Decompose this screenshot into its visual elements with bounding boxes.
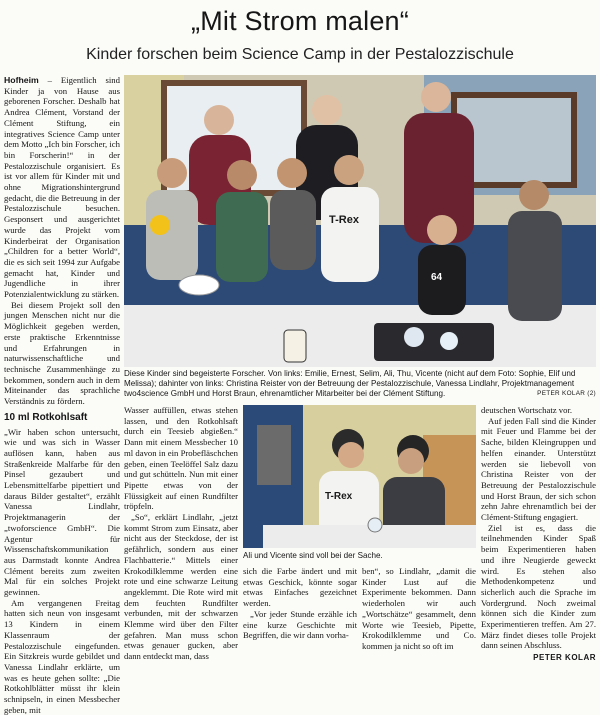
article-column-1 bbox=[4, 75, 120, 715]
photo-caption-top bbox=[124, 369, 596, 400]
column-2-paragraph-1: Wasser auffüllen, etwas stehen lassen, und den Rotkohlsaft durch ein Teesieb abgießen.“ Dann mit einem Messbecher 10 ml davon in ein Probefläschchen geben, einen Teelöffel Salz dazu und gut schütteln. Nun mit einer Pipette etwas von der Flüssigkeit auf einen Rundfilter tröpfeln. bbox=[124, 405, 238, 512]
group-photo bbox=[124, 75, 596, 367]
author-byline: PETER KOLAR bbox=[533, 653, 596, 663]
shirt-print-number: 64 bbox=[431, 272, 443, 283]
column-3-paragraph-3: Ziel ist es, dass die teilnehmenden Kinder Spaß beim Experimentieren haben und ihre Neugierde geweckt wird. Es stehen also Methodenkompetenz und sicherlich auch die Sprache im Vordergrund. Noch zweimal können sich die Kinder zum Experimentieren treffen. Am 27. März findet dieses tolle Projekt dann seinen Abschluss. bbox=[481, 522, 596, 651]
paragraph-2: Bei diesem Projekt soll den jungen Menschen nicht nur die Möglichkeit gegeben werden, erste praktische Erkenntnisse und Erfahrungen in naturwissenschaftliche und technische Zusammenhänge zu bekommen, sondern auch in dem Miteinander das sprachliche Verständnis zu fördern. bbox=[4, 299, 120, 407]
experiment-photo bbox=[243, 405, 476, 548]
intro-text: – Eigentlich sind Kinder ja von Hause aus geborenen Forscher. Deshalb hat Andrea Clément, Vorstand der Clément Stiftung, ein integratives Science Camp unter dem Motto „Ich bin Forscher, ich bin Forscherin!“ in der Pestalozzischule organisiert. Es ist vor allem für Kinder mit und ohne Migrationshintergrund gedacht, die die Betreuung in der Pestalozzischule besuchen. Gesponsert und ausgerichtet wurde das Projekt vom Kinderbeirat der Organisation „Children for a better World“, die es sich seit 1994 zur Aufgabe gemacht hat, Kinder und Jugendliche in ihrer Potenzialentwicklung zu stärken. bbox=[4, 75, 120, 300]
two-children-experiment-photo-icon bbox=[243, 405, 476, 548]
paragraph-4: Am vergangenen Freitag hatten sich neun von insgesamt 13 Kindern in einem Klassenraum der Pestalozzischule eingefunden. Ein Sitzkreis wurde gebildet und Vanessa Lindlahr erklärte, um was es heute gehen sollte: „Die Rotkohlblätter müsst ihr klein schnipseln, in einen Messbecher geben, mit bbox=[4, 597, 120, 715]
article-column-3b bbox=[362, 566, 476, 651]
column-2-paragraph-2: „So“, erklärt Lindlahr, „jetzt kommt Strom zum Einsatz, aber nicht aus der Steckdose, der ist gefährlich, sondern aus einer Flachbatterie.“ Mittels einer Krokodilklemme werden eine rote und eine schwarze Leitung angeklemmt. Die Rote wird mit dem feuchten Rundfilter verbunden, mit der schwarzen Klemme wird über den Filter gefahren. Man muss schon etwas genauer gucken, aber dann entdeckt man, dass bbox=[124, 512, 238, 662]
headline: „Mit Strom malen“ bbox=[191, 6, 409, 36]
photo-credit: PETER KOLAR (2) bbox=[537, 390, 596, 397]
subheadline: Kinder forschen beim Science Camp in der Pestalozzischule bbox=[86, 46, 514, 63]
section-subhead: 10 ml Rotkohlsaft bbox=[4, 411, 88, 423]
column-3-paragraph-2: Auf jeden Fall sind die Kinder mit Feuer und Flamme bei der Sache, bilden Kleingruppen und helfen einander. Unterstützt werden sie liebevoll von Christina Reister von der Betreuung der Pestalozzischule und Horst Braun, der sich schon zehn Jahre ehrenamtlich bei der Clément-Stiftung engagiert. bbox=[481, 415, 596, 523]
group-photo-icon bbox=[124, 75, 596, 367]
shirt-print-trex-bottom: T-Rex bbox=[325, 491, 353, 502]
article-column-2b bbox=[243, 566, 357, 645]
column-3-paragraph-1: deutschen Wortschatz vor. bbox=[481, 405, 573, 415]
shirt-print-trex: T-Rex bbox=[329, 214, 359, 226]
dateline: Hofheim bbox=[4, 75, 39, 85]
paragraph-3: „Wir haben schon untersucht, wie und was sich in Wasser auflösen kann, haben aus Straßenkreide Malfarbe für den Pinsel gezaubert und Lebensmittelfarbe pipettiert und daraus Bilder gestaltet“, erzählt Vanessa Lindlahr, Projektmanagerin der „twoforscience GmbH“. Die Agentur für Wissenschaftskommunikation aus Darmstadt konnte Andrea Clément bereits zum zweiten Mal für ein solches Projekt gewinnen. bbox=[4, 426, 120, 598]
article-column-2 bbox=[124, 405, 238, 662]
photo-caption-bottom: Ali und Vicente sind voll bei der Sache. bbox=[243, 551, 383, 560]
column-2b-paragraph-2: „Vor jeder Stunde erzähle ich eine kurze Geschichte mit Begriffen, die wir dann vorha- bbox=[243, 608, 357, 641]
column-2b-paragraph-1: sich die Farbe ändert und mit etwas Geschick, könnte sogar etwas Einfaches gezeichnet werden. bbox=[243, 566, 357, 609]
article-column-3 bbox=[481, 405, 596, 663]
caption-text: Diese Kinder sind begeisterte Forscher. Von links: Emilie, Ernest, Selim, Ali, Thu, Vicente (nicht auf dem Foto: Sophie, Elif und Melissa); dahinter von links: Christina Reister von der Betreuung der Pestalozzischule, Vanessa Lindlahr, Projektmanagement two4science GmbH und Horst Braun, ehrenamtlicher Mitarbeiter bei der Clément Stiftung. bbox=[124, 369, 576, 398]
intro-paragraph bbox=[4, 75, 120, 300]
column-3b-paragraph-1: ben“, so Lindlahr, „damit die Kinder Lust auf die Experimente bekommen. Dann wiederholen wir auch „Wortschätze“ gesammelt, denn Worte wie Teesieb, Pipette, Krokodilklemme und Co. kommen ja nicht so oft im bbox=[362, 566, 476, 651]
